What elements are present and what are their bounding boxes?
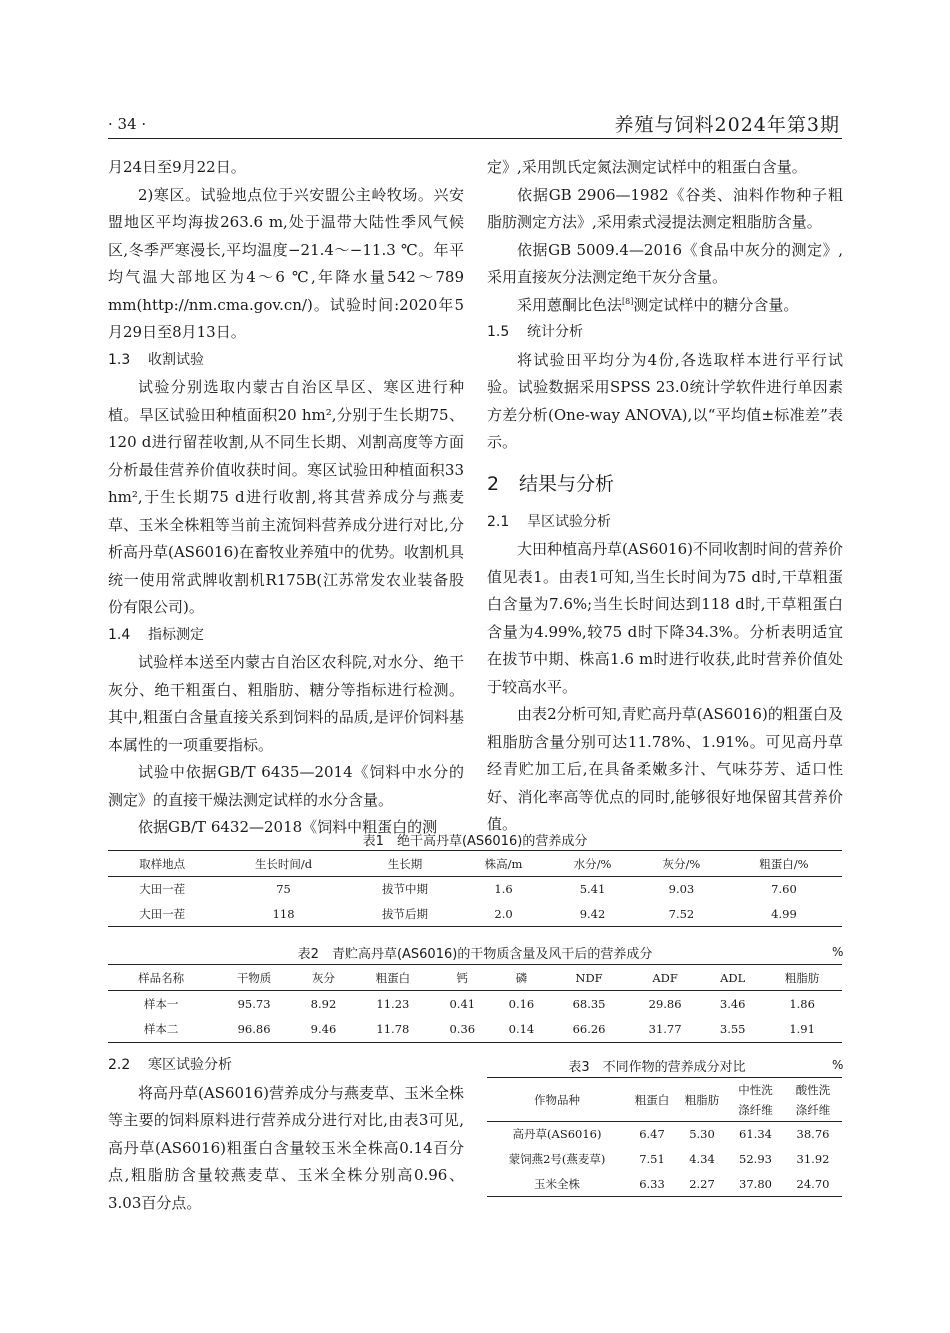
paragraph: 将试验田平均分为4份,各选取样本进行平行试验。试验数据采用SPSS 23.0统计学软件进行单因素方差分析(One-way ANOVA),以“平均值±标准差”表示。 (487, 350, 843, 451)
table-cell: 9.03 (668, 882, 695, 897)
table2-caption: 表2 青贮高丹草(AS6016)的干物质含量及风干后的营养成分 (297, 947, 653, 962)
paragraph-text: 采用蒽酮比色法 (517, 295, 623, 314)
table-cell: 3.55 (719, 1022, 746, 1037)
paragraph: 依据GB/T 6432—2018《饲料中粗蛋白的测 (138, 818, 438, 836)
table-cell: 0.14 (508, 1022, 535, 1037)
paragraph: 月24日至9月22日。 (108, 158, 246, 176)
paragraph: 试验分别选取内蒙古自治区旱区、寒区进行种植。旱区试验田种植面积20 hm²,分别于生长期75、120 d进行留茬收割,从不同生长期、刈割高度等方面分析最佳营养价值收获时间。寒区试验田种植面积33 hm²,于生长期75 d进行收割,将其营养成分与燕麦草、玉米全株粗等当前主流饲料营养成分进行对比,分析高丹草(AS6016)在畜牧业养殖中的优势。收割机具统一使用常武牌收割机R175B(江苏常发农业装备股份有限公司)。 (108, 378, 464, 616)
table-cell: 4.34 (689, 1152, 715, 1166)
table-cell: 9.46 (310, 1022, 337, 1037)
table-row (108, 1017, 842, 1043)
header-rule (108, 138, 842, 139)
heading-title: 寒区试验分析 (148, 1057, 232, 1073)
table-cell: 1.86 (789, 996, 815, 1011)
heading-title: 结果与分析 (519, 472, 615, 495)
table-cell: 4.99 (771, 906, 797, 921)
column-header: 取样地点 (108, 851, 216, 877)
table-cell: 3.46 (719, 996, 746, 1011)
table-cell: 大田一茬 (139, 906, 186, 921)
column-header-line: 中性洗 (738, 1082, 773, 1097)
paragraph: 试验中依据GB/T 6435—2014《饲料中水分的测定》的直接干燥法测定试样的水分含量。 (108, 763, 464, 809)
paragraph: 定》,采用凯氏定氮法测定试样中的粗蛋白含量。 (487, 158, 807, 176)
table-cell: 1.6 (494, 882, 513, 897)
column-header: 灰分 (294, 965, 353, 991)
heading-title: 统计分析 (527, 324, 583, 340)
table2-unit: % (832, 945, 844, 959)
subsection-heading (108, 347, 464, 375)
subsection-heading (487, 319, 843, 347)
table-cell: 拔节中期 (382, 882, 429, 897)
table-cell: 11.23 (376, 996, 410, 1011)
table-cell: 2.27 (689, 1176, 715, 1191)
paragraph: 试验样本送至内蒙古自治区农科院,对水分、绝干灰分、绝干粗蛋白、粗脂肪、糖分等指标进行检测。其中,粗蛋白含量直接关系到饲料的品质,是评价饲料基本属性的一项重要指标。 (108, 653, 464, 754)
table3 (487, 1077, 842, 1197)
heading-title: 旱区试验分析 (527, 513, 611, 530)
page-number: · 34 · (108, 115, 147, 133)
heading-number: 2.2 (108, 1057, 131, 1073)
table2 (108, 964, 842, 1043)
table-cell: 样本一 (143, 996, 179, 1011)
journal-title: 养殖与饲料2024年第3期 (614, 114, 840, 136)
column-header: 作物品种 (487, 1078, 627, 1122)
heading-title: 指标测定 (148, 626, 204, 643)
citation-ref: [8] (622, 296, 634, 306)
column-header-line: 涤纤维 (738, 1102, 773, 1117)
column-header: 干物质 (214, 965, 294, 991)
table1-caption: 表1 绝干高丹草(AS6016)的营养成分 (362, 834, 588, 849)
table-cell: 38.76 (796, 1127, 830, 1142)
table-row (487, 1147, 842, 1172)
table-cell: 61.34 (739, 1127, 772, 1142)
column-header: 粗脂肪 (762, 965, 842, 991)
table-cell: 2.0 (494, 906, 513, 921)
heading-number: 1.3 (108, 351, 131, 368)
table-cell: 52.93 (739, 1152, 772, 1166)
column-header (784, 1078, 842, 1122)
heading-number: 1.5 (487, 324, 510, 340)
column-header: 粗蛋白 (627, 1078, 677, 1122)
column-header: 粗蛋白/% (726, 851, 842, 877)
left-column (108, 154, 464, 842)
heading-number: 1.4 (108, 626, 131, 643)
column-header: 生长期 (351, 851, 459, 877)
table-cell: 5.41 (579, 882, 606, 897)
column-header: 钙 (433, 965, 492, 991)
table-cell: 7.60 (771, 882, 797, 897)
column-header: ADF (627, 965, 703, 991)
paragraph: 依据GB 5009.4—2016《食品中灰分的测定》,采用直接灰分法测定绝干灰分含量。 (487, 240, 843, 286)
paragraph: 2)寒区。试验地点位于兴安盟公主岭牧场。兴安盟地区平均海拔263.6 m,处于温带大陆性季风气候区,冬季严寒漫长,平均温度−21.4～−11.3 ℃。年平均气温大部地区为4～6 ℃,年降水量542～789 mm(http://nm.cma.gov.cn/)。试验时间:2020年5月29日至8月13日。 (108, 185, 464, 341)
right-column (487, 154, 843, 839)
table-cell: 37.80 (739, 1176, 772, 1191)
table-cell: 75 (276, 882, 291, 897)
table-cell: 29.86 (648, 996, 682, 1011)
table-cell: 1.91 (789, 1022, 815, 1037)
column-header: ADL (703, 965, 762, 991)
paragraph: 由表2分析可知,青贮高丹草(AS6016)的粗蛋白及粗脂肪含量分别可达11.78%、1.91%。可见高丹草经青贮加工后,在具备柔嫩多汁、气味芬芳、适口性好、消化率高等优点的同时,能够很好地保留其营养价值。 (487, 705, 843, 833)
table-cell: 9.42 (579, 906, 606, 921)
table-cell: 蒙饲燕2号(燕麦草) (508, 1152, 606, 1166)
column-header: 样品名称 (108, 965, 214, 991)
column-header: NDF (551, 965, 627, 991)
table-cell: 68.35 (572, 996, 606, 1011)
table-cell: 66.26 (572, 1022, 606, 1037)
table-cell: 高丹草(AS6016) (512, 1127, 602, 1142)
paragraph (487, 292, 843, 320)
paragraph: 将高丹草(AS6016)营养成分与燕麦草、玉米全株等主要的饲料原料进行营养成分进行对比,由表3可见,高丹草(AS6016)粗蛋白含量较玉米全株高0.14百分点,粗脂肪含量较燕麦草、玉米全株分别高0.96、3.03百分点。 (108, 1083, 464, 1212)
subsection-heading (487, 509, 843, 537)
bottom-left-column (108, 1052, 464, 1217)
table-cell: 24.70 (796, 1176, 830, 1191)
table-cell: 8.92 (310, 996, 337, 1011)
table-cell: 11.78 (376, 1022, 410, 1037)
heading-number: 2 (487, 472, 500, 495)
paragraph: 大田种植高丹草(AS6016)不同收割时间的营养价值见表1。由表1可知,当生长时间为75 d时,干草粗蛋白含量为7.6%;当生长时间达到118 d时,干草粗蛋白含量为4.99%,较75 d时下降34.3%。分析表明适宜在拔节中期、株高1.6 m时进行收获,此时营养价值处于较高水平。 (487, 540, 843, 696)
column-header: 株高/m (459, 851, 548, 877)
paragraph-text: 测定试样中的糖分含量。 (633, 295, 799, 314)
column-header: 灰分/% (637, 851, 726, 877)
table-row (108, 902, 842, 927)
table3-unit: % (832, 1058, 844, 1072)
table-cell: 31.77 (648, 1022, 682, 1037)
column-header-line: 涤纤维 (795, 1102, 831, 1117)
table-cell: 0.16 (508, 996, 535, 1011)
column-header-line: 酸性洗 (795, 1082, 831, 1097)
subsection-heading (108, 622, 464, 650)
table-cell: 7.51 (639, 1152, 665, 1166)
table-row (108, 991, 842, 1017)
heading-title: 收割试验 (148, 351, 204, 368)
column-header: 粗脂肪 (677, 1078, 727, 1122)
table-cell: 118 (272, 906, 295, 921)
heading-number: 2.1 (487, 513, 510, 530)
subsection-heading (108, 1052, 464, 1080)
column-header: 磷 (492, 965, 551, 991)
table-cell: 大田一茬 (139, 882, 186, 897)
table-row (487, 1172, 842, 1197)
section-heading (487, 467, 843, 501)
table-row (108, 877, 842, 902)
table-cell: 6.33 (639, 1176, 665, 1191)
column-header: 粗蛋白 (353, 965, 433, 991)
table-cell: 5.30 (689, 1127, 715, 1142)
table1 (108, 850, 842, 927)
column-header (727, 1078, 784, 1122)
column-header: 水分/% (548, 851, 637, 877)
table-cell: 31.92 (796, 1152, 830, 1166)
table-cell: 96.86 (237, 1022, 271, 1037)
table-cell: 0.36 (449, 1022, 476, 1037)
table-cell: 6.47 (639, 1127, 665, 1142)
table-cell: 7.52 (668, 906, 695, 921)
table-cell: 拔节后期 (382, 906, 429, 921)
column-header: 生长时间/d (216, 851, 351, 877)
table-cell: 样本二 (143, 1022, 179, 1037)
table-cell: 玉米全株 (534, 1176, 580, 1191)
table-cell: 0.41 (449, 996, 476, 1011)
table-cell: 95.73 (237, 996, 271, 1011)
table-row (487, 1122, 842, 1147)
table3-caption: 表3 不同作物的营养成分对比 (568, 1060, 746, 1075)
paragraph: 依据GB 2906—1982《谷类、油料作物种子粗脂肪测定方法》,采用索式浸提法测定粗脂肪含量。 (487, 185, 843, 231)
